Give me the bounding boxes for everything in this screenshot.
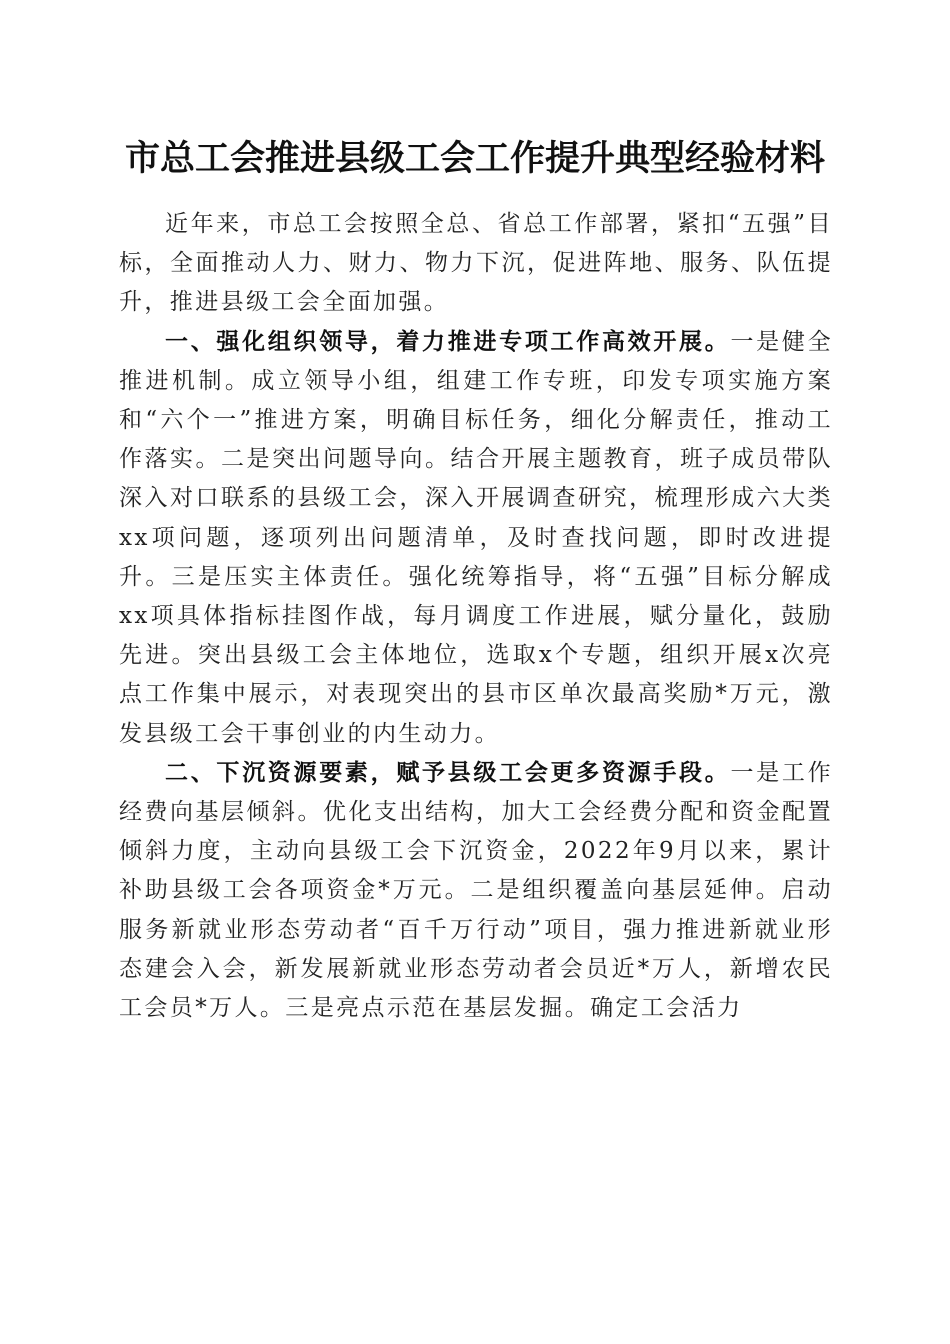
document-body	[119, 205, 833, 1028]
section-two-heading: 二、下沉资源要素，赋予县级工会更多资源手段。	[165, 759, 731, 786]
paragraph-text: 一是工作经费向基层倾斜。优化支出结构，加大工会经费分配和资金配置倾斜力度，主动向县级工会下沉资金，2022年9月以来，累计补助县级工会各项资金*万元。二是组织覆盖向基层延伸。启动服务新就业形态劳动者“百千万行动”项目，强力推进新就业形态建会入会，新发展新就业形态劳动者会员近*万人，新增农民工会员*万人。三是亮点示范在基层发掘。确定工会活力	[119, 759, 833, 1022]
paragraph-text: 一是健全推进机制。成立领导小组，组建工作专班，印发专项实施方案和“六个一”推进方案，明确目标任务，细化分解责任，推动工作落实。二是突出问题导向。结合开展主题教育，班子成员带队深入对口联系的县级工会，深入开展调查研究，梳理形成六大类xx项问题，逐项列出问题清单，及时查找问题，即时改进提升。三是压实主体责任。强化统筹指导，将“五强”目标分解成xx项具体指标挂图作战，每月调度工作进展，赋分量化，鼓励先进。突出县级工会主体地位，选取x个专题，组织开展x次亮点工作集中展示，对表现突出的县市区单次最高奖励*万元，激发县级工会干事创业的内生动力。	[119, 328, 833, 747]
paragraph-text: 近年来，市总工会按照全总、省总工作部署，紧扣“五强”目标，全面推动人力、财力、物力下沉，促进阵地、服务、队伍提升，推进县级工会全面加强。	[119, 211, 833, 316]
section-one-paragraph	[119, 323, 833, 754]
section-one-heading: 一、强化组织领导，着力推进专项工作高效开展。	[165, 328, 731, 355]
section-two-paragraph	[119, 754, 833, 1028]
document-title: 市总工会推进县级工会工作提升典型经验材料	[124, 138, 825, 179]
intro-paragraph	[119, 205, 833, 323]
